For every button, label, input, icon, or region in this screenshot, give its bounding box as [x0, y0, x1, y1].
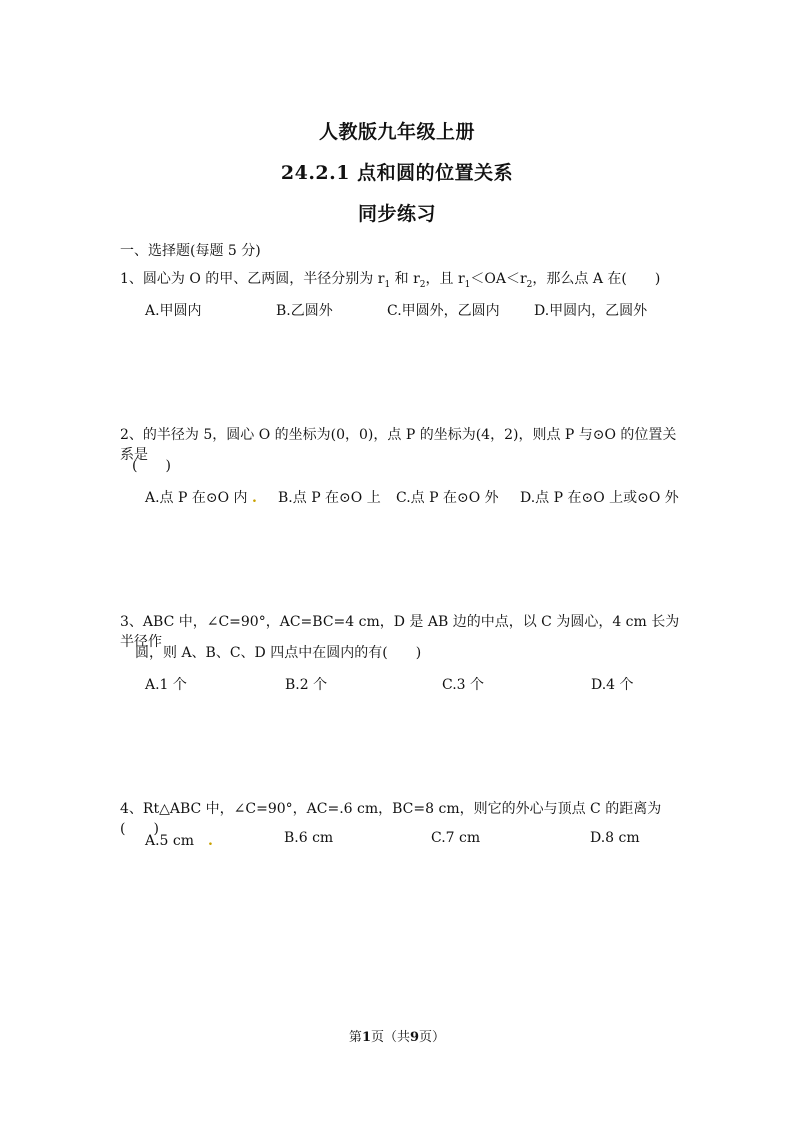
option-d: D.8 cm — [590, 830, 640, 846]
option-b: B.点 P 在⊙O 上 — [278, 490, 381, 506]
option-a: A.1 个 — [145, 677, 187, 693]
question-2-options — [145, 487, 685, 507]
option-c: C.甲圆外，乙圆内 — [387, 303, 500, 319]
option-b: B.乙圆外 — [276, 303, 333, 319]
question-4-options — [145, 830, 685, 850]
document-title-series: 人教版九年级上册 — [318, 121, 475, 143]
option-a: A.甲圆内 — [145, 303, 202, 319]
page-total: 9 — [410, 1030, 420, 1045]
option-c: C.3 个 — [442, 677, 485, 693]
option-c: C.点 P 在⊙O 外 — [396, 490, 499, 506]
dot-mark: . — [252, 490, 257, 506]
option-a: A.点 P 在⊙O 内 . — [145, 490, 257, 506]
question-3-stem-cont: 圆，则 A、B、C、D 四点中在圆内的有( ) — [135, 645, 422, 661]
document-title-lesson: 24.2.1 点和圆的位置关系 — [280, 162, 514, 184]
page-number: 1 — [361, 1030, 371, 1045]
document-title-practice: 同步练习 — [357, 203, 436, 225]
section-heading: 一、选择题(每题 5 分) — [120, 243, 261, 259]
option-d: D.点 P 在⊙O 上或⊙O 外 — [520, 490, 679, 506]
question-2-stem: 2、的半径为 5，圆心 O 的坐标为(0，0)，点 P 的坐标为(4，2)，则点 P 与⊙O 的位置关系是 — [120, 427, 677, 463]
question-3-options — [145, 674, 685, 694]
question-1-stem: 1、圆心为 O 的甲、乙两圆，半径分别为 $r_1$ 和 $r_2$，且 $r_1<OA<r_2$，那么点 A 在( ) — [120, 271, 661, 290]
question-2-stem-cont: ( ) — [132, 458, 171, 474]
question-1-options — [145, 300, 685, 320]
option-b: B.6 cm — [284, 830, 334, 846]
question-3-stem: 3、ABC 中，∠C=90°，AC=BC=4 cm，D 是 AB 边的中点，以 C 为圆心，4 cm 长为半径作 — [120, 614, 680, 650]
option-c: C.7 cm — [431, 830, 481, 846]
question-4-stem: 4、Rt△ABC 中，∠C=90°，AC=.6 cm，BC=8 cm，则它的外心与顶点 C 的距离为( ) — [120, 801, 662, 837]
option-d: D.4 个 — [591, 677, 634, 693]
option-a: A.5 cm . — [145, 833, 213, 849]
option-d: D.甲圆内，乙圆外 — [534, 303, 648, 319]
page-footer: 第1页（共9页） — [348, 1030, 446, 1045]
dot-mark: . — [208, 833, 213, 849]
option-b: B.2 个 — [285, 677, 328, 693]
